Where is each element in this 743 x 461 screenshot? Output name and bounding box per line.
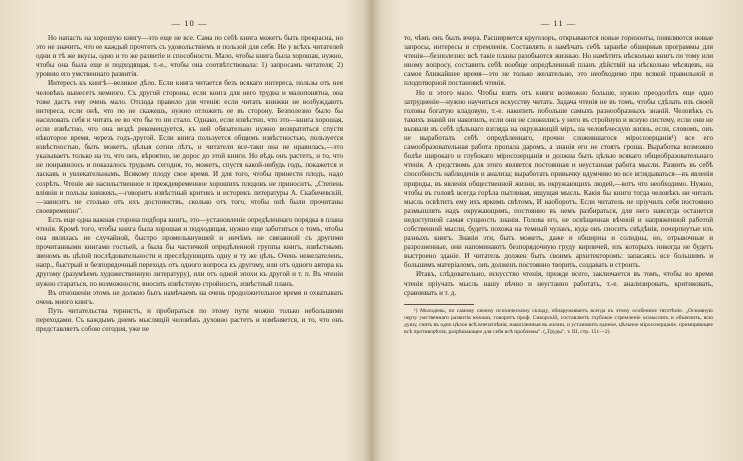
paragraph: Но и этого мало. Чтобы взять отъ книги возможно больше, нужно преодолѣть еще одно затрудненіе—нужно научиться искусству читать. Задача чтенія не въ томъ, чтобы сдѣлать изъ своей головы богатую кладовую, т.-е. накопить побольше самыхъ разнообразныхъ знаній. Человѣкъ съ такихъ знаній ни накопилъ, если они не сложились у него въ стройную и ясную систему, если они не вызвали въ себѣ цѣльнаго взгляда на окружающій міръ, на человѣческую жизнь, если, словомъ, онъ не выработалъ себѣ опредѣленнаго, прочно сложившагося міросозерцанія¹) все его самообразовательная работа пропала даромъ, а знанія его не стоятъ гроша. Выработка возможно болѣе широкаго и глубокаго міросозерцанія и должна быть цѣлью всякаго общеобразовательнаго чтенія. А средствомъ для этого является постоянная и неустанная работа мысли. Развить въ себѣ способность наблюденія и анализа; выработать привычку вдумчиво во все вглядываться—въ явленія природы, въ явленія общественной жизни, въ окружающихъ людей,—вотъ что необходимо. Нужно, чтобы въ головѣ всегда горѣла пытливая, ищущая мысль. Какія бы книги тогда человѣкъ ни читалъ мысль освѣтитъ ему ихъ яркимъ свѣтомъ, И наоборотъ. Если читатель не пріучилъ себя постоянно размышлять надъ окружающимъ, постоянно въ немъ разбираться, для него навсегда останется недоступной самая сущность знанія. Голова его, не освѣщенная вѣчной и напряженной работой собственной мысли, будетъ похожа на темный чуланъ, куда онъ сносить свѣдѣнія, почерпнутые изъ разныхъ книгъ. Знанія эти, быть можетъ, даже и обширны и солидны, но, отрывочные и разрозненные, они напоминаютъ безпорядочную груду кирпичей, изъ которыхъ никогда не будетъ выстроено зданіе. И читатель должен быть своимъ архитекторомъ: запасаясь все большимъ и большимъ матеріаломъ, онъ долженъ постоянно творить, создавать и строить. [404, 88, 713, 270]
paragraph: Но напасть на хорошую книгу—это еще не все. Сама по себѣ книга можетъ быть прекрасна, но это не значитъ, что ее каждый прочтетъ съ удовольствіемъ и пользой для себя. Не у всѣхъ читателей одни и тѣ же вкусы, одно и то же развитіе и способности. Мало, чтобы книга была хорошая, нужно, чтобы она была еще и подходящая, т.-е., чтобы она соотвѣтствовала: 1) запросамъ читателя; 2) уровню его умственнаго развитія. [36, 34, 343, 79]
paragraph: то, чѣмъ онъ былъ вчера. Расширяется кругозоръ, открываются новые горизонты, появляются новые запросы, интересы и стремленія. Составлять и намѣчать себѣ заранѣе обширныя программы для чтенія—безполезно: всѣ такіе планы разобьются жизнью. Но намѣтить нѣсколько книгъ по тому или иному вопросу, составить себѣ вообще опредѣленный планъ дѣйствій на нѣсколько мѣсяцевъ, на самое ближайшее время—это не только желательно, это необходимо при всякой правильной и плодотворной постановкѣ чтенія. [404, 34, 713, 88]
footnote: ¹) Молодежь, по самому своему психическому складу, обнаруживаетъ всегда къ этому особенное тяготѣніе. „Основную черту умственнаго развитія юноши, говоритъ проф. Сикорскій, составляетъ глубокое стремленіе осмыслить и объяснить, всю душу, снять въ одно цѣлое всѣ впечатлѣнія, накопленныя въ жизни, и установить единое, цѣльное міросозерцаніе, примиряющее всѣ противорѣчія, разрѣшающее для себя всѣ проблемы". („Труды", т. III, стр. 151—2). [404, 307, 713, 335]
right-page [372, 0, 743, 461]
paragraph: Интересъ къ книгѣ—великое дѣло. Если книга читается безъ всякаго интереса, пользы отъ нея человѣкъ вынесетъ немного. Съ другой стороны, если книга для него трудна и малопонятна, она тоже дастъ ему очень мало. Отсюда правило для чтенія: если читать книжки не возбуждаютъ интереса, если онѣ, что по не скажешь, нужно отложить ее въ сторону. Безполезно было бы насиловать себя и читать ее во что бы то ни стало. Однако, если извѣстно, что это—книга хорошая, если извѣстно, что она вездѣ рекомендуется, къ ней обязательно нужно возвратиться спустя нѣкоторое время, черезъ годъ-другой. Если книга пользуется общимъ извѣстностью, пользуется извѣстностью, быть можетъ, цѣлыя сотни лѣтъ, и читатели все-таки она не нравилась,—это указываетъ только на то, что онъ, вѣроятно, не дорос до этой книги. Но вѣдь онъ растетъ, и то, что не понравилось и показалось трудымъ сегодня, то, можетъ, спустя какой-нибудь годъ, покажется и ласкавъ и увлекательнымъ. Всякому плоду свое время. И для того, чтобы принести плодъ, надо созрѣть. Чтеніе же насильственное и преждевременное хорошихъ плодовъ не приноситъ. „Степень вліянія и пользы книжекъ,—говоритъ извѣстный критикъ и историкъ литературы А. Скабичевскій,—зависитъ не столько отъ ихъ достоинствъ, сколько отъ того, чтобы онѣ были прочитаны своевременно". [36, 79, 343, 215]
paragraph: Путь читательства тернистъ, и пробираться по этому пути можно только небольшими переходами. Съ каждымъ днемъ мыслящій человѣкъ духовно растетъ и измѣняется, и то, что онъ представляетъ собою сегодня, уже не [36, 306, 343, 333]
left-page [0, 0, 371, 461]
footnote-divider [404, 304, 474, 305]
page-text [36, 34, 343, 334]
page-text [404, 34, 713, 298]
paragraph: Итакъ, слѣдовательно, искусство чтенія, прежде всего, заключается въ томъ, чтобы во время чтенія пріучать мысль нашу вѣчно и неустанно работать, т.-е. анализировать, критиковать, сравнивать и т. д. [404, 270, 713, 297]
paragraph: Есть еще одна важная сторона подбора книгъ, это—установленіе опредѣленнаго порядка в плана чтенія. Кромѣ того, чтобы книга была хорошая и подходящая, нужно еще заботиться о томъ, чтобы она являлась не случайной, быстро промелькнувшей и ничѣмъ не связанной съ другими прочитанными книгами гостьей, а была бы частичкой опредѣленной группы книгъ, извѣстнымъ звеномъ въ цѣлой послѣдовательности и преслѣдующихъ одну и ту же цѣль. Очень нежелателенъ, напр., быстрый и безпорядочный переходъ отъ одного вопроса къ другому, или отъ одного автора къ другому (разумѣемъ художественную литературу), или отъ одной эпохи къ другой и т. п. Въ чтеніи нужно стараться, по возможности, вносить извѣстную стройность, извѣстный планъ. [36, 215, 343, 288]
page-number: — 10 — [171, 18, 208, 28]
page-number: — 11 — [540, 18, 577, 28]
paragraph: Въ отношеніи этомъ не должно быть намѣчаемъ на очень продолжительное время и охватывать очень много книгъ. [36, 288, 343, 306]
